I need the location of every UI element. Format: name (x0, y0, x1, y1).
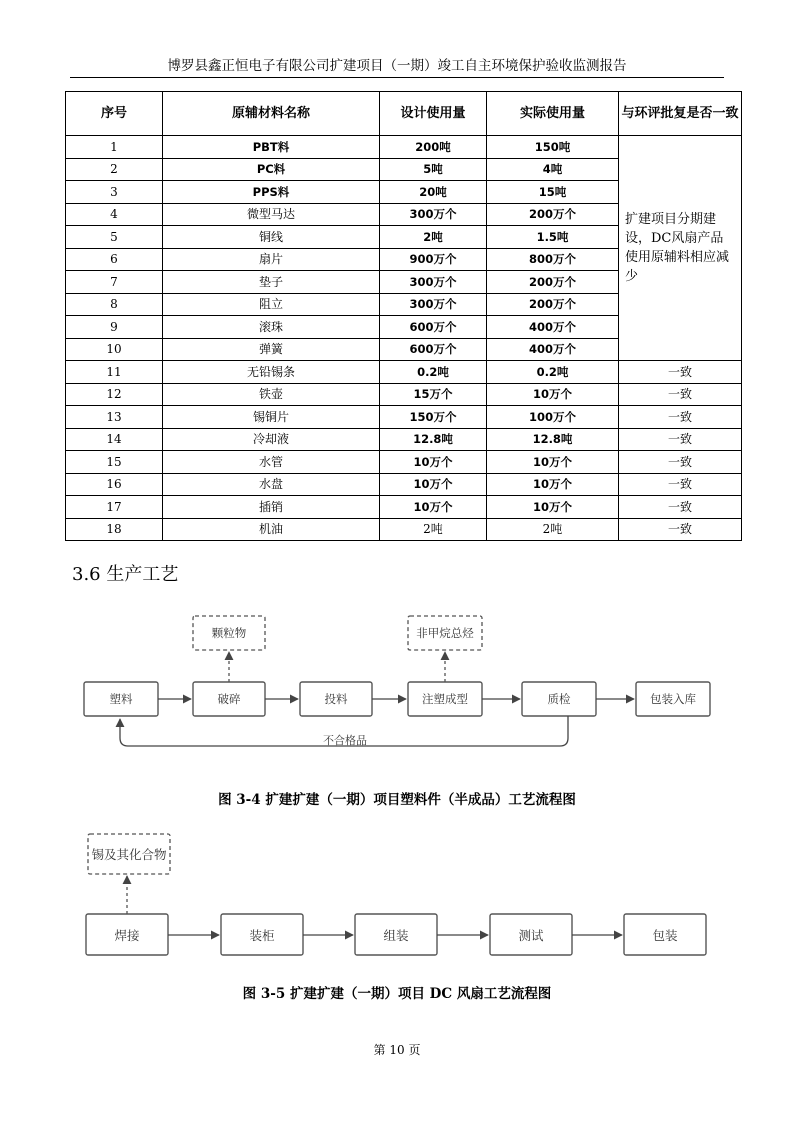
step-label: 包装入库 (650, 692, 696, 706)
col-header-actual-usage: 实际使用量 (487, 92, 619, 136)
cell-design: 300万个 (380, 271, 487, 294)
step-label: 塑料 (109, 692, 133, 706)
cell-consistency: 一致 (619, 473, 742, 496)
cell-actual: 4吨 (487, 158, 619, 181)
flow2-step-cabinet (221, 914, 303, 955)
cell-design: 10万个 (380, 473, 487, 496)
cell-index: 15 (66, 451, 163, 474)
cell-material: 阻立 (163, 293, 380, 316)
step-label: 测试 (518, 928, 544, 943)
flow1-emission-particulate (193, 616, 265, 650)
cell-design: 2吨 (380, 518, 487, 541)
cell-actual: 10万个 (487, 496, 619, 519)
cell-design: 2吨 (380, 226, 487, 249)
flow2-diagram (86, 834, 706, 955)
cell-index: 12 (66, 383, 163, 406)
cell-index: 11 (66, 361, 163, 384)
cell-material: 锡铜片 (163, 406, 380, 429)
cell-consistency: 一致 (619, 496, 742, 519)
cell-design: 300万个 (380, 203, 487, 226)
cell-actual: 15吨 (487, 181, 619, 204)
cell-design: 12.8吨 (380, 428, 487, 451)
figure-caption-3-5: 图 3-5 扩建扩建（一期）项目 DC 风扇工艺流程图 (242, 986, 552, 1002)
cell-material: 无铅锡条 (163, 361, 380, 384)
cell-design: 15万个 (380, 383, 487, 406)
step-label: 破碎 (217, 692, 241, 706)
flow1-step-plastic (84, 682, 158, 716)
cell-design: 300万个 (380, 293, 487, 316)
cell-material: 机油 (163, 518, 380, 541)
cell-material: 冷却液 (163, 428, 380, 451)
emission-label: 非甲烷总烃 (416, 626, 474, 640)
cell-actual: 0.2吨 (487, 361, 619, 384)
cell-index: 18 (66, 518, 163, 541)
cell-design: 10万个 (380, 496, 487, 519)
cell-material: 微型马达 (163, 203, 380, 226)
step-label: 焊接 (114, 928, 140, 943)
col-header-consistency: 与环评批复是否一致 (619, 92, 742, 136)
flow2-step-packaging (624, 914, 706, 955)
cell-index: 2 (66, 158, 163, 181)
cell-index: 9 (66, 316, 163, 339)
cell-index: 6 (66, 248, 163, 271)
merged-note-cell: 扩建项目分期建设，DC风扇产品使用原辅料相应减少 (619, 136, 742, 361)
cell-index: 10 (66, 338, 163, 361)
cell-actual: 1.5吨 (487, 226, 619, 249)
flow1-step-feeding (300, 682, 372, 716)
cell-consistency: 一致 (619, 383, 742, 406)
cell-design: 10万个 (380, 451, 487, 474)
cell-index: 16 (66, 473, 163, 496)
step-label: 装柜 (249, 928, 275, 943)
cell-design: 600万个 (380, 316, 487, 339)
col-header-index: 序号 (66, 92, 163, 136)
col-header-design-usage: 设计使用量 (380, 92, 487, 136)
cell-design: 150万个 (380, 406, 487, 429)
cell-material: 插销 (163, 496, 380, 519)
step-label: 质检 (547, 692, 571, 706)
col-header-material: 原辅材料名称 (163, 92, 380, 136)
cell-actual: 400万个 (487, 316, 619, 339)
cell-material: 水盘 (163, 473, 380, 496)
cell-material: 水管 (163, 451, 380, 474)
flow2-step-welding (86, 914, 168, 955)
cell-actual: 2吨 (487, 518, 619, 541)
step-label: 注塑成型 (422, 692, 468, 706)
figure-caption-3-4: 图 3-4 扩建扩建（一期）项目塑料件（半成品）工艺流程图 (218, 792, 576, 808)
flow1-step-injection (408, 682, 482, 716)
emission-label: 颗粒物 (211, 626, 247, 640)
flow2-step-testing (490, 914, 572, 955)
cell-material: PC料 (163, 158, 380, 181)
flow2-step-assembly (355, 914, 437, 955)
reject-loop-label: 不合格品 (323, 734, 367, 747)
cell-design: 0.2吨 (380, 361, 487, 384)
cell-actual: 10万个 (487, 383, 619, 406)
cell-actual: 10万个 (487, 451, 619, 474)
section-heading: 3.6 生产工艺 (72, 564, 179, 585)
cell-actual: 100万个 (487, 406, 619, 429)
cell-index: 7 (66, 271, 163, 294)
step-label: 投料 (324, 692, 348, 706)
cell-material: PBT料 (163, 136, 380, 159)
cell-index: 3 (66, 181, 163, 204)
flow1-step-packaging (636, 682, 710, 716)
cell-material: 滚珠 (163, 316, 380, 339)
cell-index: 1 (66, 136, 163, 159)
cell-index: 8 (66, 293, 163, 316)
cell-material: 铜线 (163, 226, 380, 249)
flow1-emission-nmhc (408, 616, 482, 650)
step-label: 组装 (383, 928, 409, 943)
cell-consistency: 一致 (619, 518, 742, 541)
step-label: 包装 (652, 928, 678, 943)
flow1-diagram (84, 616, 710, 747)
cell-actual: 400万个 (487, 338, 619, 361)
cell-consistency: 一致 (619, 451, 742, 474)
cell-actual: 200万个 (487, 293, 619, 316)
cell-actual: 200万个 (487, 271, 619, 294)
cell-index: 14 (66, 428, 163, 451)
page-number: 第 10 页 (373, 1043, 421, 1057)
cell-design: 20吨 (380, 181, 487, 204)
cell-actual: 10万个 (487, 473, 619, 496)
flow1-step-crushing (193, 682, 265, 716)
cell-index: 4 (66, 203, 163, 226)
cell-material: 弹簧 (163, 338, 380, 361)
cell-material: 铁壶 (163, 383, 380, 406)
cell-design: 600万个 (380, 338, 487, 361)
cell-index: 17 (66, 496, 163, 519)
cell-consistency: 一致 (619, 406, 742, 429)
cell-material: 垫子 (163, 271, 380, 294)
cell-design: 900万个 (380, 248, 487, 271)
cell-actual: 200万个 (487, 203, 619, 226)
flow1-step-inspection (522, 682, 596, 716)
cell-actual: 12.8吨 (487, 428, 619, 451)
cell-actual: 150吨 (487, 136, 619, 159)
cell-index: 5 (66, 226, 163, 249)
cell-design: 5吨 (380, 158, 487, 181)
cell-consistency: 一致 (619, 361, 742, 384)
cell-actual: 800万个 (487, 248, 619, 271)
emission-label: 锡及其化合物 (91, 847, 167, 862)
cell-material: PPS料 (163, 181, 380, 204)
cell-consistency: 一致 (619, 428, 742, 451)
cell-material: 扇片 (163, 248, 380, 271)
cell-design: 200吨 (380, 136, 487, 159)
cell-index: 13 (66, 406, 163, 429)
flow2-emission-tin (88, 834, 170, 874)
report-header: 博罗县鑫正恒电子有限公司扩建项目（一期）竣工自主环境保护验收监测报告 (167, 58, 627, 74)
